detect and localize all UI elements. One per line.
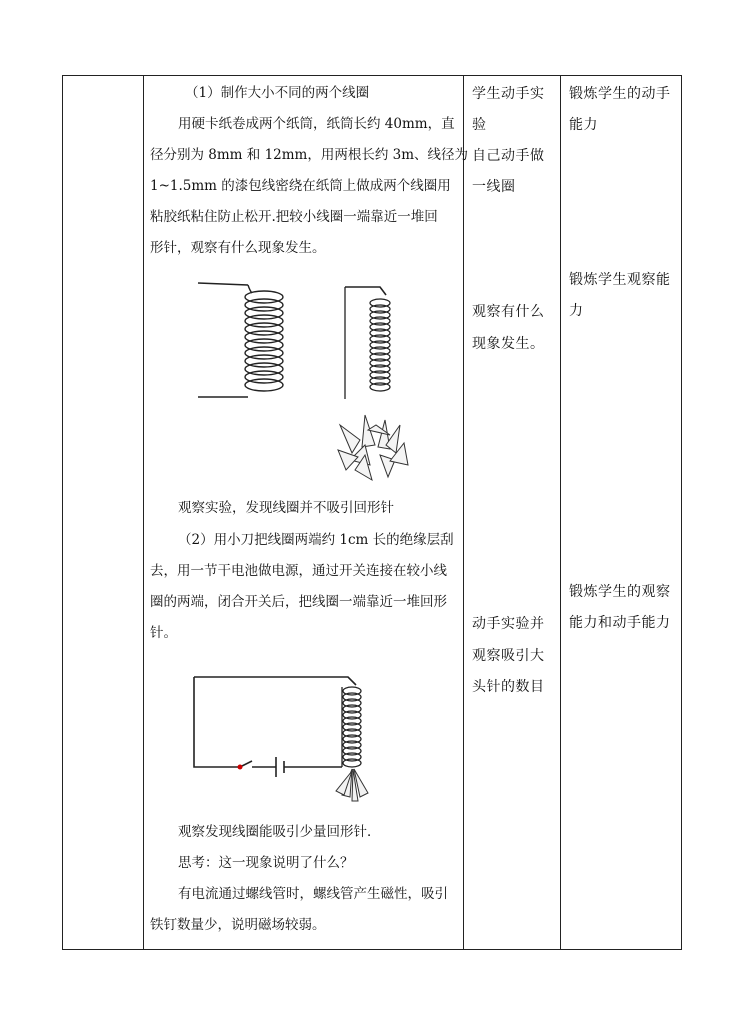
conclusion-line: 铁钉数量少，说明磁场较弱。 (150, 917, 326, 933)
step1-line: 形针，观察有什么现象发生。 (150, 240, 326, 256)
activity-text: 验 (472, 117, 487, 133)
step1-line: 径分别为 8mm 和 12mm，用两根长约 3m、线径为 (150, 147, 469, 163)
observation-1: 观察实验，发现线圈并不吸引回形针 (178, 500, 394, 516)
step1-line: 1~1.5mm 的漆包线密绕在纸筒上做成两个线圈用 (150, 178, 451, 194)
intent-text: 锻炼学生观察能 (569, 272, 671, 288)
intent-text: 力 (569, 303, 584, 319)
coils-illustration (190, 265, 430, 495)
paperclip-pile (338, 415, 408, 480)
small-coil (342, 687, 361, 767)
observation-2: 观察发现线圈能吸引少量回形针． (178, 824, 381, 840)
think-question: 思考：这一现象说明了什么？ (178, 855, 354, 871)
activity-text: 学生动手实 (472, 86, 545, 102)
step2-line: 圈的两端，闭合开关后，把线圈一端靠近一堆回形 (150, 594, 447, 610)
activity-text: 现象发生。 (472, 336, 545, 352)
activity-text: 观察有什么 (472, 304, 545, 320)
step1-title: （1）制作大小不同的两个线圈 (185, 85, 370, 101)
step1-line: 粘胶纸粘住防止松开.把较小线圈一端靠近一堆回 (150, 209, 438, 225)
step1-line: 用硬卡纸卷成两个纸筒，纸筒长约 40mm，直 (178, 116, 455, 132)
column-divider (463, 76, 464, 949)
circuit-illustration (190, 665, 410, 810)
intent-text: 锻炼学生的观察 (569, 584, 671, 600)
intent-text: 能力 (569, 117, 598, 133)
activity-text: 一线圈 (472, 179, 516, 195)
activity-text: 自己动手做 (472, 148, 545, 164)
step2-line: （2）用小刀把线圈两端约 1cm 长的绝缘层刮 (178, 532, 454, 548)
column-divider (143, 76, 144, 949)
activity-text: 动手实验并 (472, 616, 545, 632)
activity-text: 头针的数目 (472, 679, 545, 695)
activity-text: 观察吸引大 (472, 648, 545, 664)
intent-text: 能力和动手能力 (569, 615, 671, 631)
step2-line: 针。 (150, 625, 177, 641)
attracted-paperclips (336, 769, 368, 801)
intent-text: 锻炼学生的动手 (569, 86, 671, 102)
step2-line: 去，用一节干电池做电源，通过开关连接在较小线 (150, 563, 447, 579)
column-divider (560, 76, 561, 949)
switch-contact (238, 765, 243, 770)
conclusion-line: 有电流通过螺线管时，螺线管产生磁性，吸引 (178, 886, 448, 902)
